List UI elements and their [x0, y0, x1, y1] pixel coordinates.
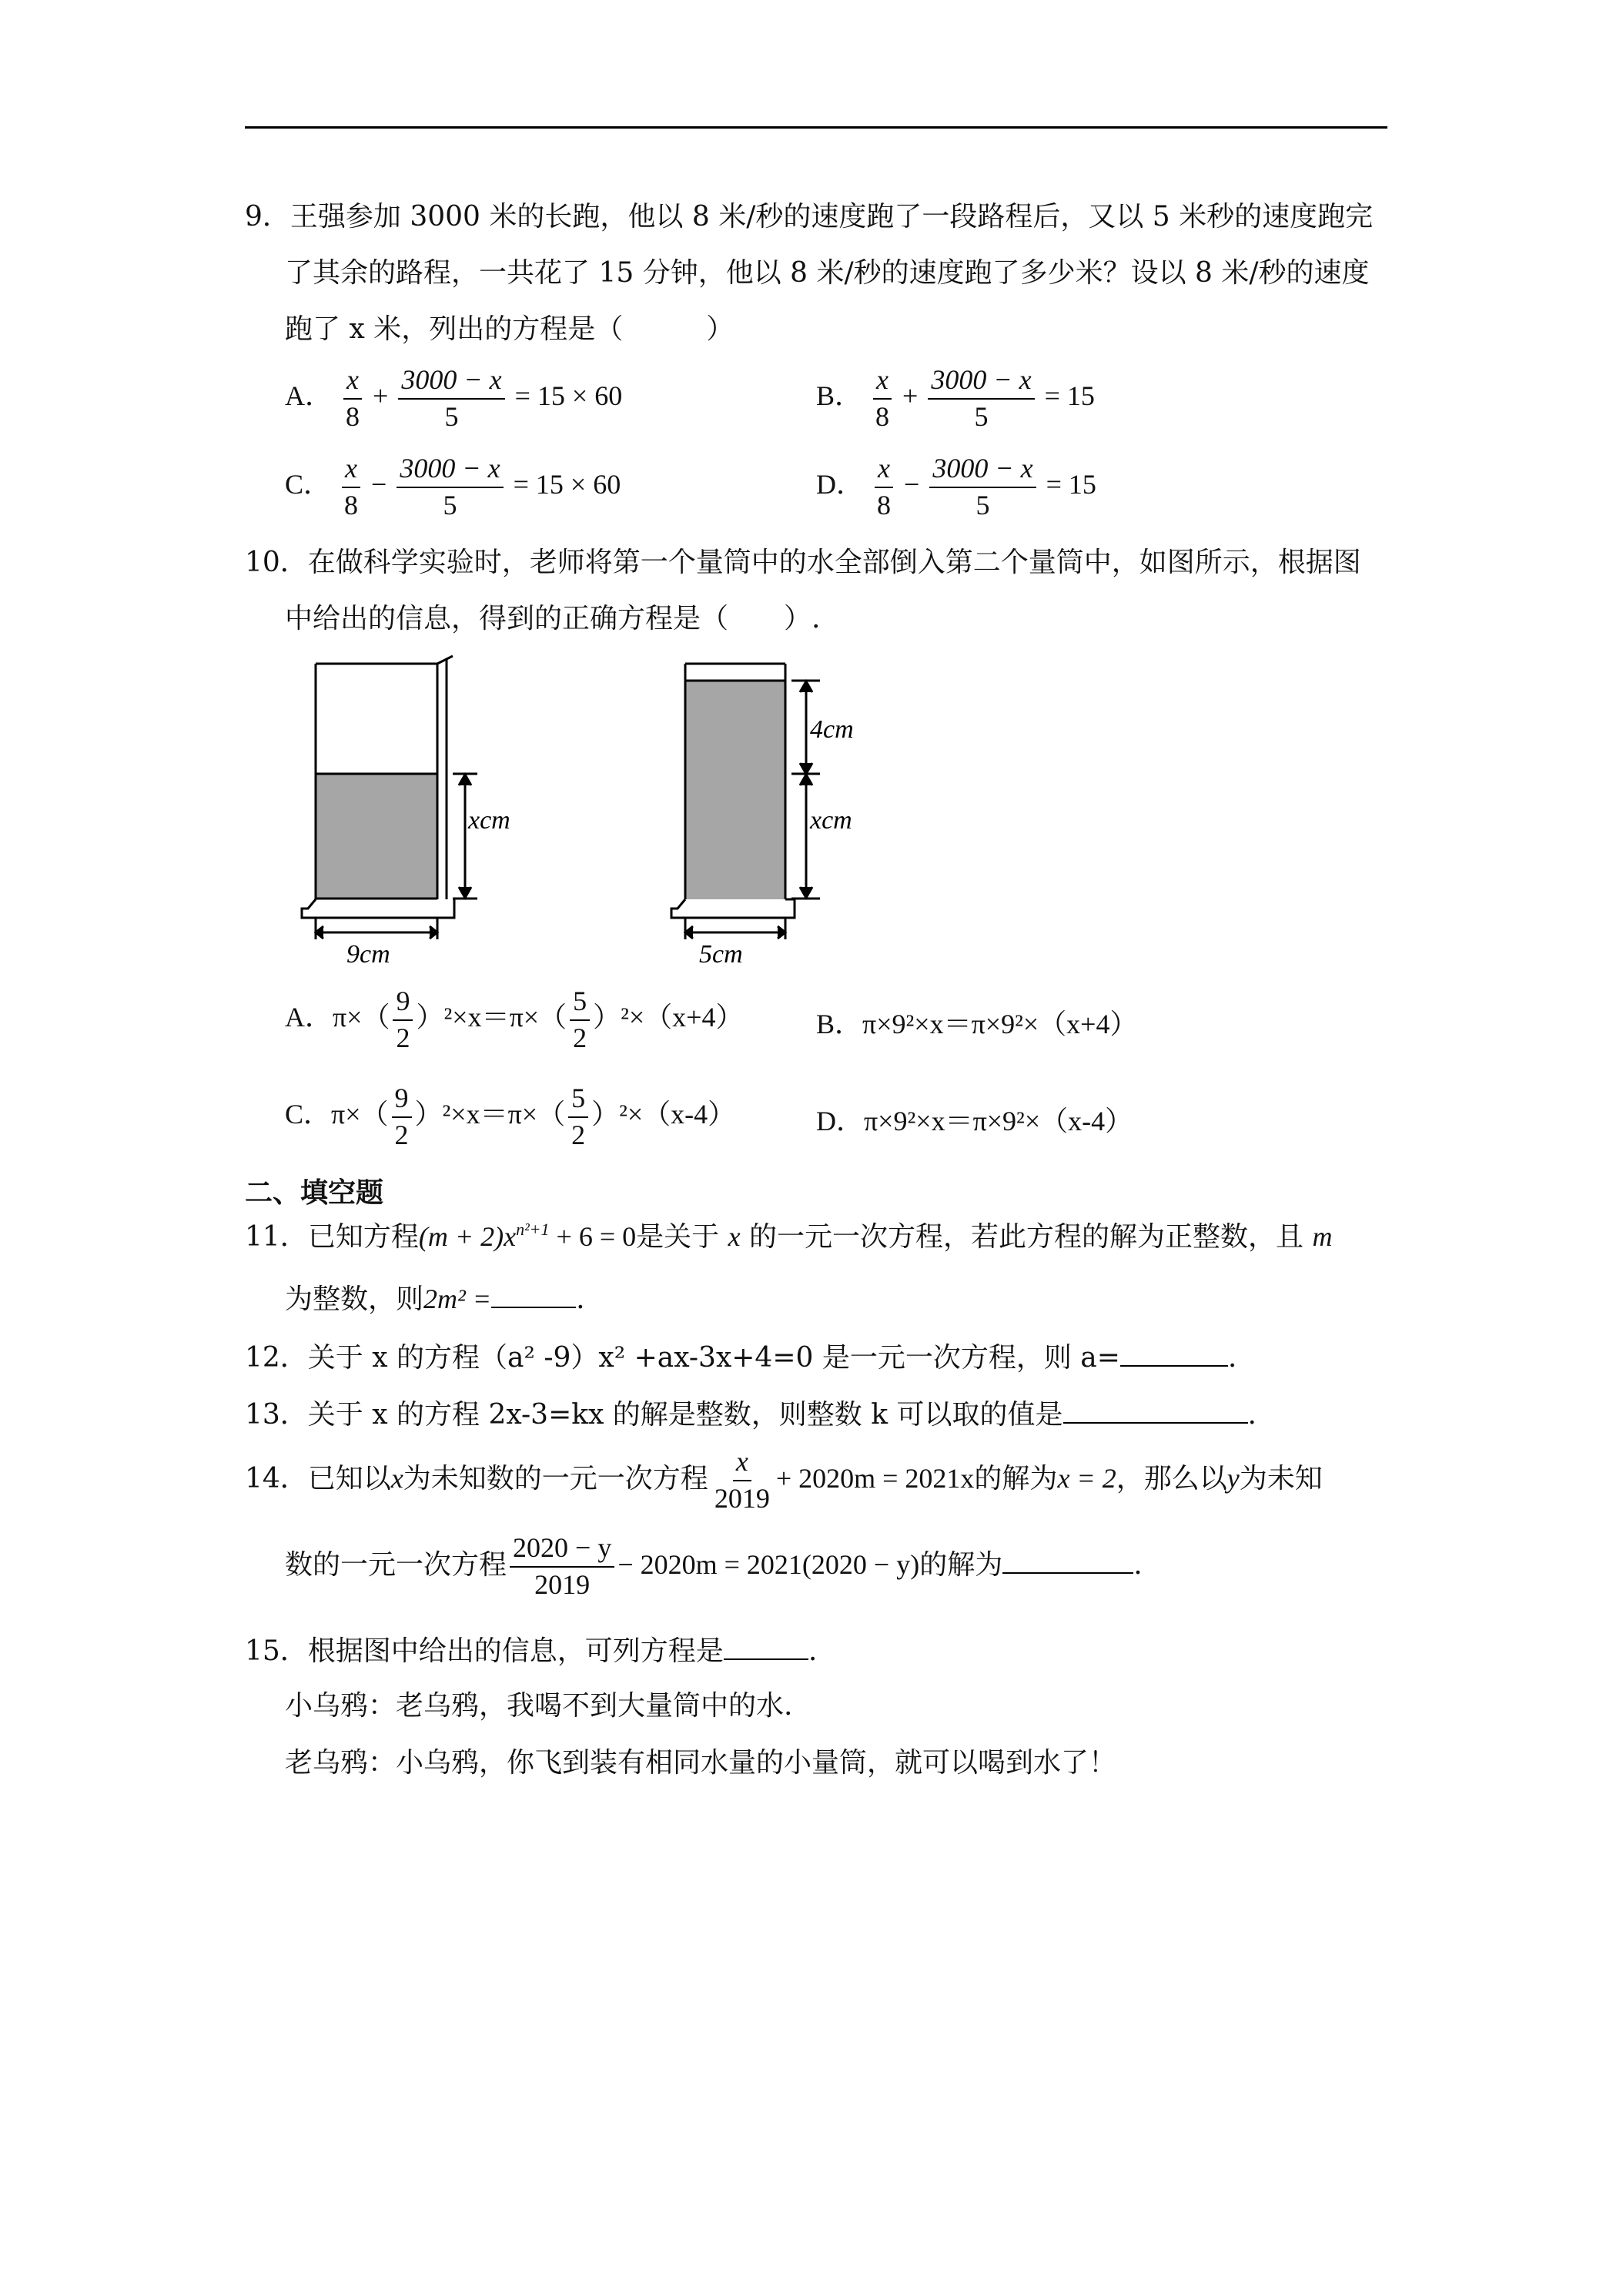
q15-line1: 15．根据图中给出的信息，可列方程是 . [245, 1635, 818, 1667]
q14-line2: 数的一元一次方程 $\frac{2020 - y}{2019}$ − 2020m = 2021(2020 − y)的解为 . [285, 1532, 1143, 1600]
left-cylinder [302, 656, 477, 939]
q11-line2: 为整数，则2m² = . [285, 1284, 585, 1315]
q10-option-a[interactable]: A．π×（ $\frac{9}{2}$ ）²×x＝π×（ $\frac{5}{2}$ ）²×（x+4） [285, 986, 744, 1053]
q10-line2: 中给出的信息，得到的正确方程是（ ）. [285, 603, 821, 634]
q9-line2: 了其余的路程，一共花了 15 分钟，他以 8 米/秒的速度跑了多少米？设以 8 米/秒的速度 [285, 257, 1370, 289]
q9-option-d[interactable]: D． $\frac{x}{8}$ − $\frac{3000 - x}{5}$ = 15 [816, 453, 1096, 520]
q14-line1: 14．已知以x为未知数的一元一次方程 $\frac{x}{2019}$ + 2020m = 2021x的解为x = 2，那么以y为未知 [245, 1446, 1323, 1514]
right-cylinder [671, 664, 820, 939]
q9-option-a[interactable]: A． $\frac{x}{8}$ + $\frac{3000 - x}{5}$ = 15 × 60 [285, 364, 623, 432]
section-title-fill-in: 二、填空题 [245, 1177, 384, 1209]
header-rule [245, 126, 1387, 129]
q11-answer-blank[interactable] [491, 1284, 576, 1308]
right-height-label: xcm [810, 806, 852, 835]
left-water [316, 774, 437, 899]
right-water [685, 681, 785, 899]
q13-answer-blank[interactable] [1063, 1399, 1248, 1424]
q9-line1: 9．王强参加 3000 米的长跑，他以 8 米/秒的速度跑了一段路程后，又以 5 米秒的速度跑完 [245, 201, 1374, 233]
right-width-label: 5cm [699, 940, 743, 969]
q15-line2: 小乌鸦：老乌鸦，我喝不到大量筒中的水. [285, 1690, 793, 1722]
q10-option-b[interactable]: B．π×9²×x＝π×9²×（x+4） [816, 1009, 1138, 1039]
q12-answer-blank[interactable] [1120, 1342, 1228, 1367]
q9-line3: 跑了 x 米，列出的方程是（ ） [285, 313, 735, 345]
q9-option-b[interactable]: B． $\frac{x}{8}$ + $\frac{3000 - x}{5}$ = 15 [816, 364, 1095, 432]
q10-option-d[interactable]: D．π×9²×x＝π×9²×（x-4） [816, 1106, 1133, 1136]
q13-line: 13．关于 x 的方程 2x-3=kx 的解是整数，则整数 k 可以取的值是 . [245, 1399, 1257, 1431]
right-top-label: 4cm [810, 715, 854, 744]
left-width-label: 9cm [346, 940, 390, 969]
q9-option-c[interactable]: C． $\frac{x}{8}$ − $\frac{3000 - x}{5}$ = 15 × 60 [285, 453, 621, 520]
q15-answer-blank[interactable] [724, 1635, 808, 1660]
q10-line1: 10．在做科学实验时，老师将第一个量筒中的水全部倒入第二个量筒中，如图所示，根据图 [245, 547, 1361, 578]
q12-line: 12．关于 x 的方程（a² -9）x² +ax-3x+4=0 是一元一次方程，则 a= . [245, 1342, 1237, 1374]
left-height-label: xcm [468, 806, 510, 835]
q15-line3: 老乌鸦：小乌鸦，你飞到装有相同水量的小量筒，就可以喝到水了！ [285, 1747, 1117, 1779]
q10-cylinders-figure [293, 654, 878, 978]
q11-line1: 11．已知方程$(m + 2)x^{n^2+1} + 6 = 0$是关于 x 的一元一次方程，若此方程的解为正整数，且 m [245, 1220, 1333, 1253]
q10-option-c[interactable]: C．π×（ $\frac{9}{2}$ ）²×x＝π×（ $\frac{5}{2}$ ）²×（x-4） [285, 1083, 736, 1150]
q14-answer-blank[interactable] [1002, 1549, 1133, 1574]
